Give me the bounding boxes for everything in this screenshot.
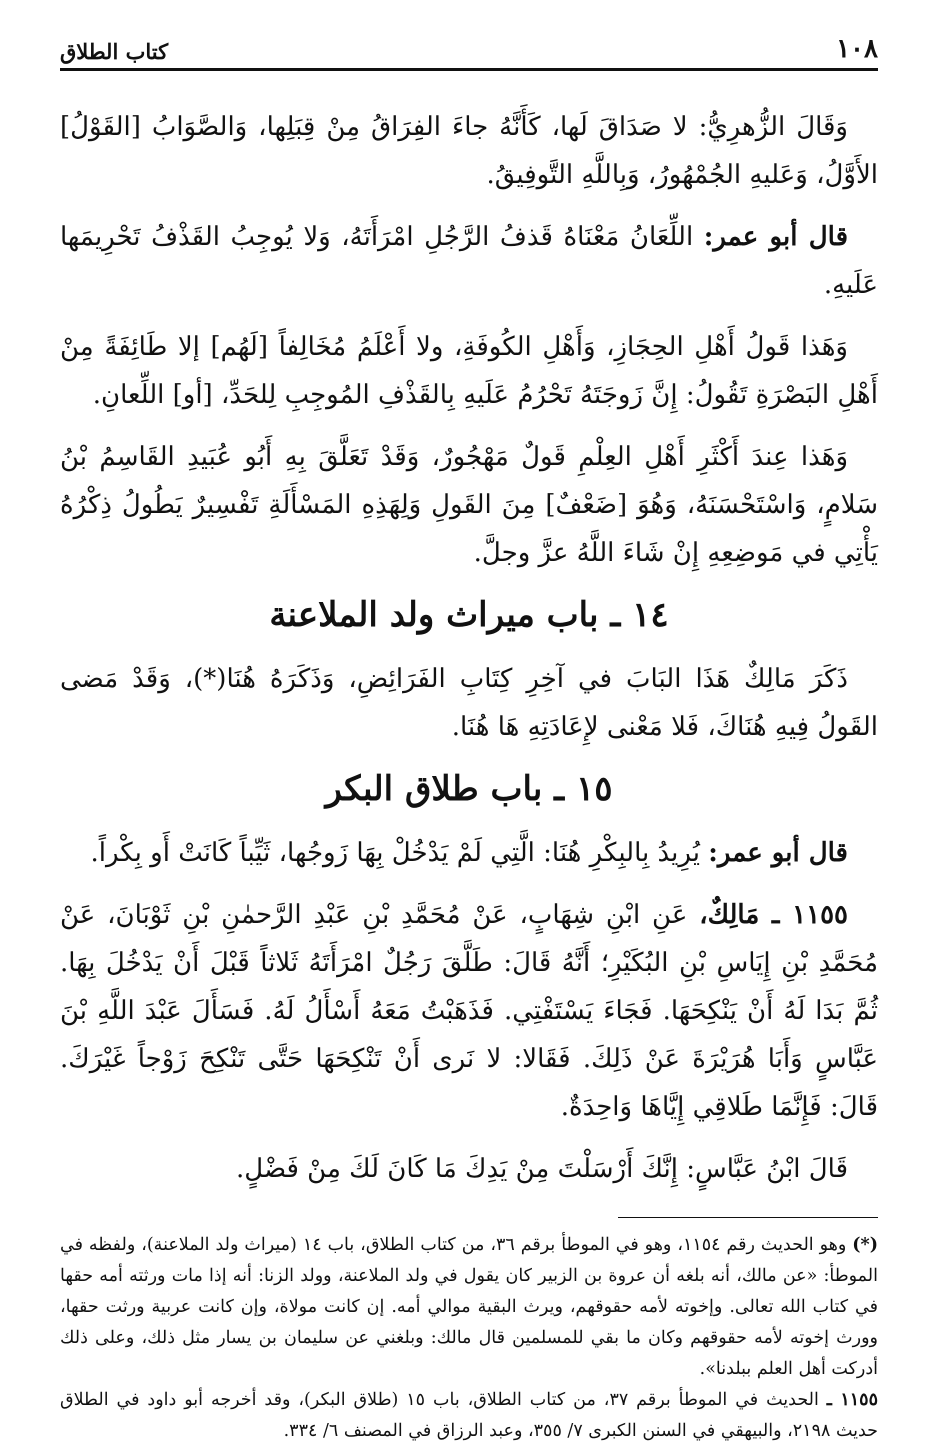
chapter-heading-15: ١٥ ـ باب طلاق البكر <box>325 769 613 809</box>
hadith-number: ١١٥٥ ـ مَالِكٌ، <box>699 900 849 930</box>
footnote-marker: ١١٥٥ ـ <box>826 1390 878 1410</box>
paragraph-abu-umar-lian <box>60 213 878 309</box>
speaker-label: قال أبو عمر: <box>703 222 848 252</box>
footnote-marker: (*) <box>852 1235 878 1255</box>
paragraph-ibn-abbas: قَالَ ابْنُ عَبَّاسٍ: إِنَّكَ أَرْسَلْتَ مِنْ يَدِكَ مَا كَانَ لَكَ مِنْ فَضْلٍ. <box>235 1154 848 1184</box>
page-body <box>60 103 878 1193</box>
page-number: ١٠٨ <box>836 34 878 64</box>
header-rule <box>60 68 878 71</box>
footnote-text: الحديث في الموطأ برقم ٣٧، من كتاب الطلاق، باب ١٥ (طلاق البكر)، وقد أخرجه أبو داود في الطلاق حديث ٢١٩٨، والبيهقي في السنن الكبرى ٧/ ٣٥٥، وعبد الرزاق في المصنف ٦/ ٣٣٤. <box>60 1390 878 1441</box>
hadith-text: عَنِ ابْنِ شِهَابٍ، عَنْ مُحَمَّدِ بْنِ عَبْدِ الرَّحمٰنِ بْنِ ثَوْبَانَ، عَنْ مُحَمَّدِ بْنِ إِيَاسِ بْنِ البُكَيْرِ؛ أَنَّهُ قَالَ: طَلَّقَ رَجُلٌ امْرَأَتَهُ ثَلاثاً قَبْلَ أَنْ يَدْخُلَ بِهَا. ثُمَّ بَدَا لَهُ أَنْ يَنْكِحَهَا. فَجَاءَ يَسْتَفْتِي. فَذَهَبْتُ مَعَهُ أَسْأَلُ لَهُ. فَسَأَلَ عَبْدَ اللَّهِ بْنَ عَبَّاسٍ وَأَبَا هُرَيْرَةَ عَنْ ذَلِكَ. فَقَالا: لا نَرى أَنْ تَنْكِحَهَا حَتَّى تَنْكِحَ زَوْجاً غَيْرَكَ. قَالَ: فَإِنَّمَا طَلاقِي إِيَّاهَا وَاحِدَةٌ. <box>60 900 878 1122</box>
speaker-label: قال أبو عمر: <box>708 838 848 868</box>
footnote-separator <box>618 1217 878 1218</box>
running-title: كتاب الطلاق <box>60 39 169 64</box>
book-page <box>60 28 878 1447</box>
footnote-text: وهو الحديث رقم ١١٥٤، وهو في الموطأ برقم ٣٦، من كتاب الطلاق، باب ١٤ (ميراث ولد الملاعنة)، ولفظه في الموطأ: «عن مالك، أنه بلغه أن عروة بن الزبير كان يقول في ولد الملاعنة، وولد الزنا: أنه إذا مات ورثته أمه حقها في كتاب الله تعالى. وإخوته لأمه حقوقهم، ويرث البقية موالي أمه. إن كانت مولاة، وإن كانت عربية ورثت حقها، وورث إخوته لأمه حقوقهم وكان ما بقي للمسلمين قال مالك: وبلغني عن سليمان بن يسار مثل ذلك، وعلى ذلك أدركت أهل العلم ببلدنا». <box>60 1235 878 1379</box>
paragraph-text: يُرِيدُ بِالبِكْرِ هُنَا: الَّتِي لَمْ يَدْخُلْ بِهَا زَوجُها، ثَيِّباً كَانَتْ أَو بِكْراً. <box>90 838 709 868</box>
paragraph-abu-umar-bikr <box>60 829 878 877</box>
hadith-1155 <box>60 891 878 1131</box>
footnote-asterisk <box>60 1230 878 1385</box>
paragraph-hijaz-kufa: وَهَذا قَولُ أَهْلِ الحِجَازِ، وَأَهْلِ الكُوفَةِ، ولا أَعْلَمُ مُخَالِفاً [لَهُم] إلا طَائِفَةً مِنْ أَهْلِ البَصْرَةِ تَقُولُ: إِنَّ زَوجَتَهُ تَحْرُمُ عَلَيهِ بِالقَذْفِ المُوجِبِ لِلحَدِّ، [أو] اللِّعانِ. <box>60 332 878 410</box>
paragraph-mahjur: وَهَذا عِندَ أَكْثَرِ أَهْلِ العِلْمِ قَولٌ مَهْجُورٌ، وَقَدْ تَعَلَّقَ بِهِ أَبُو عُبَيدِ القَاسِمُ بْنُ سَلامٍ، وَاسْتَحْسَنَهُ، وَهُوَ [ضَعْفٌ] مِنَ القَولِ وَلِهَذِهِ المَسْأَلَةِ تَفْسِيرٌ يَطُولُ ذِكْرُهُ يَأْتِي في مَوضِعِهِ إِنْ شَاءَ اللَّهُ عزَّ وجلَّ. <box>60 442 878 568</box>
paragraph-malik-fara-id: ذَكَرَ مَالِكٌ هَذَا البَابَ في آخِرِ كِتَابِ الفَرَائِضِ، وَذَكَرَهُ هُنَا(*)، وَقَدْ مَضى القَولُ فِيهِ هُنَاكَ، فَلا مَعْنى لإِعَادَتِهِ هَا هُنَا. <box>60 664 878 742</box>
chapter-heading-14: ١٤ ـ باب ميراث ولد الملاعنة <box>269 595 669 635</box>
paragraph-text: اللِّعَانُ مَعْنَاهُ قَذفُ الرَّجُلِ امْرَأَتَهُ، وَلا يُوجِبُ القَذْفُ تَحْرِيمَها عَلَيهِ. <box>60 222 878 300</box>
footnote-1155 <box>60 1385 878 1447</box>
page-header <box>60 28 878 64</box>
paragraph-zuhri: وَقَالَ الزُّهرِيُّ: لا صَدَاقَ لَها، كَأَنَّهُ جاءَ الفِرَاقُ مِنْ قِبَلِها، وَالصَّوَابُ [القَوْلُ] الأَوَّلُ، وَعَليهِ الجُمْهُورُ، وَبِاللَّهِ التَّوفِيقُ. <box>60 112 878 190</box>
footnotes <box>60 1230 878 1447</box>
